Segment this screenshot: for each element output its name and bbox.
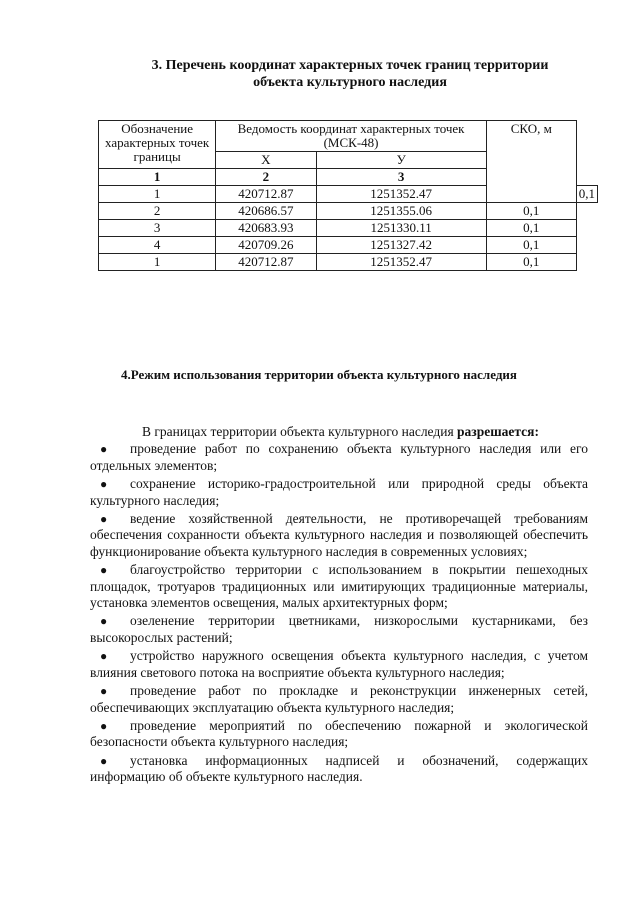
list-item <box>90 613 588 646</box>
list-item-text: устройство наружного освещения объекта культурного наследия, с учетом влияния светового потока на восприятие объекта культурного наследия; <box>90 648 588 680</box>
cell-x: 420712.87 <box>216 254 316 271</box>
list-item-text: проведение мероприятий по обеспечению пожарной и экологической безопасности объекта культурного наследия; <box>90 717 588 750</box>
list-item-text: проведение работ по сохранению объекта культурного наследия или его отдельных элементов; <box>90 441 588 473</box>
bullet-icon: ● <box>100 718 108 733</box>
cell-x: 420686.57 <box>216 203 316 220</box>
table-row <box>99 237 598 254</box>
header-point-designation: Обозначение характерных точек границы <box>99 121 216 169</box>
bullet-icon: ● <box>100 563 108 578</box>
column-number-2: 2 <box>216 169 316 186</box>
cell-y: 1251355.06 <box>316 203 486 220</box>
cell-y: 1251327.42 <box>316 237 486 254</box>
cell-y: 1251352.47 <box>316 254 486 271</box>
list-item <box>90 562 588 611</box>
list-item <box>90 441 588 474</box>
cell-sko: 0,1 <box>486 254 576 271</box>
header-x: Х <box>216 152 316 169</box>
cell-point: 1 <box>99 254 216 271</box>
bullet-icon: ● <box>100 684 108 699</box>
table-row <box>99 203 598 220</box>
table-row <box>99 220 598 237</box>
intro-paragraph <box>90 424 588 440</box>
table-row <box>99 254 598 271</box>
intro-text: В границах территории объекта культурного наследия <box>142 424 458 439</box>
list-item <box>90 683 588 716</box>
header-sko: СКО, м <box>486 121 576 203</box>
list-item <box>90 476 588 509</box>
column-number-1: 1 <box>99 169 216 186</box>
bullet-icon: ● <box>100 512 108 527</box>
list-item <box>90 753 588 786</box>
cell-x: 420712.87 <box>216 186 316 203</box>
list-item-text: благоустройство территории с использованием в покрытии пешеходных площадок, тротуаров традиционных или имитирующих традиционные материалы, установка элементов освещения, малых архитектурных форм; <box>90 562 588 611</box>
coordinates-table <box>98 120 598 271</box>
list-item-text: ведение хозяйственной деятельности, не противоречащей требованиям обеспечения сохранности объекта культурного наследия и позволяющей обеспечить функционирование объекта культурного наследия в современных условиях; <box>90 511 588 559</box>
cell-sko: 0,1 <box>486 220 576 237</box>
bullet-icon: ● <box>100 649 108 664</box>
list-item-text: установка информационных надписей и обозначений, содержащих информацию об объекте культурного наследия. <box>90 752 588 785</box>
cell-x: 420709.26 <box>216 237 316 254</box>
header-y: У <box>316 152 486 169</box>
bullet-icon: ● <box>100 614 108 629</box>
bullet-icon: ● <box>100 477 108 492</box>
cell-y: 1251330.11 <box>316 220 486 237</box>
list-item-text: сохранение историко-градостроительной или природной среды объекта культурного наследия; <box>90 476 588 508</box>
cell-y: 1251352.47 <box>316 186 486 203</box>
intro-bold-word: разрешается: <box>457 424 539 439</box>
cell-point: 2 <box>99 203 216 220</box>
bullet-icon: ● <box>100 753 108 768</box>
list-item-text: проведение работ по прокладке и реконструкции инженерных сетей, обеспечивающих эксплуатацию объекта культурного наследия; <box>90 683 588 715</box>
section-3-title-line-1: 3. Перечень координат характерных точек границ территории <box>151 58 549 73</box>
cell-x: 420683.93 <box>216 220 316 237</box>
header-coordinates-group: Ведомость координат характерных точек (МСК-48) <box>216 121 487 152</box>
permitted-uses-text <box>90 424 588 788</box>
list-item <box>90 648 588 681</box>
cell-point: 1 <box>99 186 216 203</box>
list-item-text: озеленение территории цветниками, низкорослыми кустарниками, без высокорослых растений; <box>90 613 588 645</box>
bullet-icon: ● <box>100 442 108 457</box>
list-item <box>90 511 588 560</box>
cell-point: 4 <box>99 237 216 254</box>
column-number-3: 3 <box>316 169 486 186</box>
section-3-title-line-2: объекта культурного наследия <box>253 75 447 90</box>
list-item <box>90 718 588 751</box>
cell-point: 3 <box>99 220 216 237</box>
section-4-heading: 4.Режим использования территории объекта культурного наследия <box>121 367 517 382</box>
cell-sko: 0,1 <box>486 203 576 220</box>
cell-sko: 0,1 <box>486 237 576 254</box>
section-3-heading <box>100 57 600 91</box>
cell-sko: 0,1 <box>576 186 597 203</box>
